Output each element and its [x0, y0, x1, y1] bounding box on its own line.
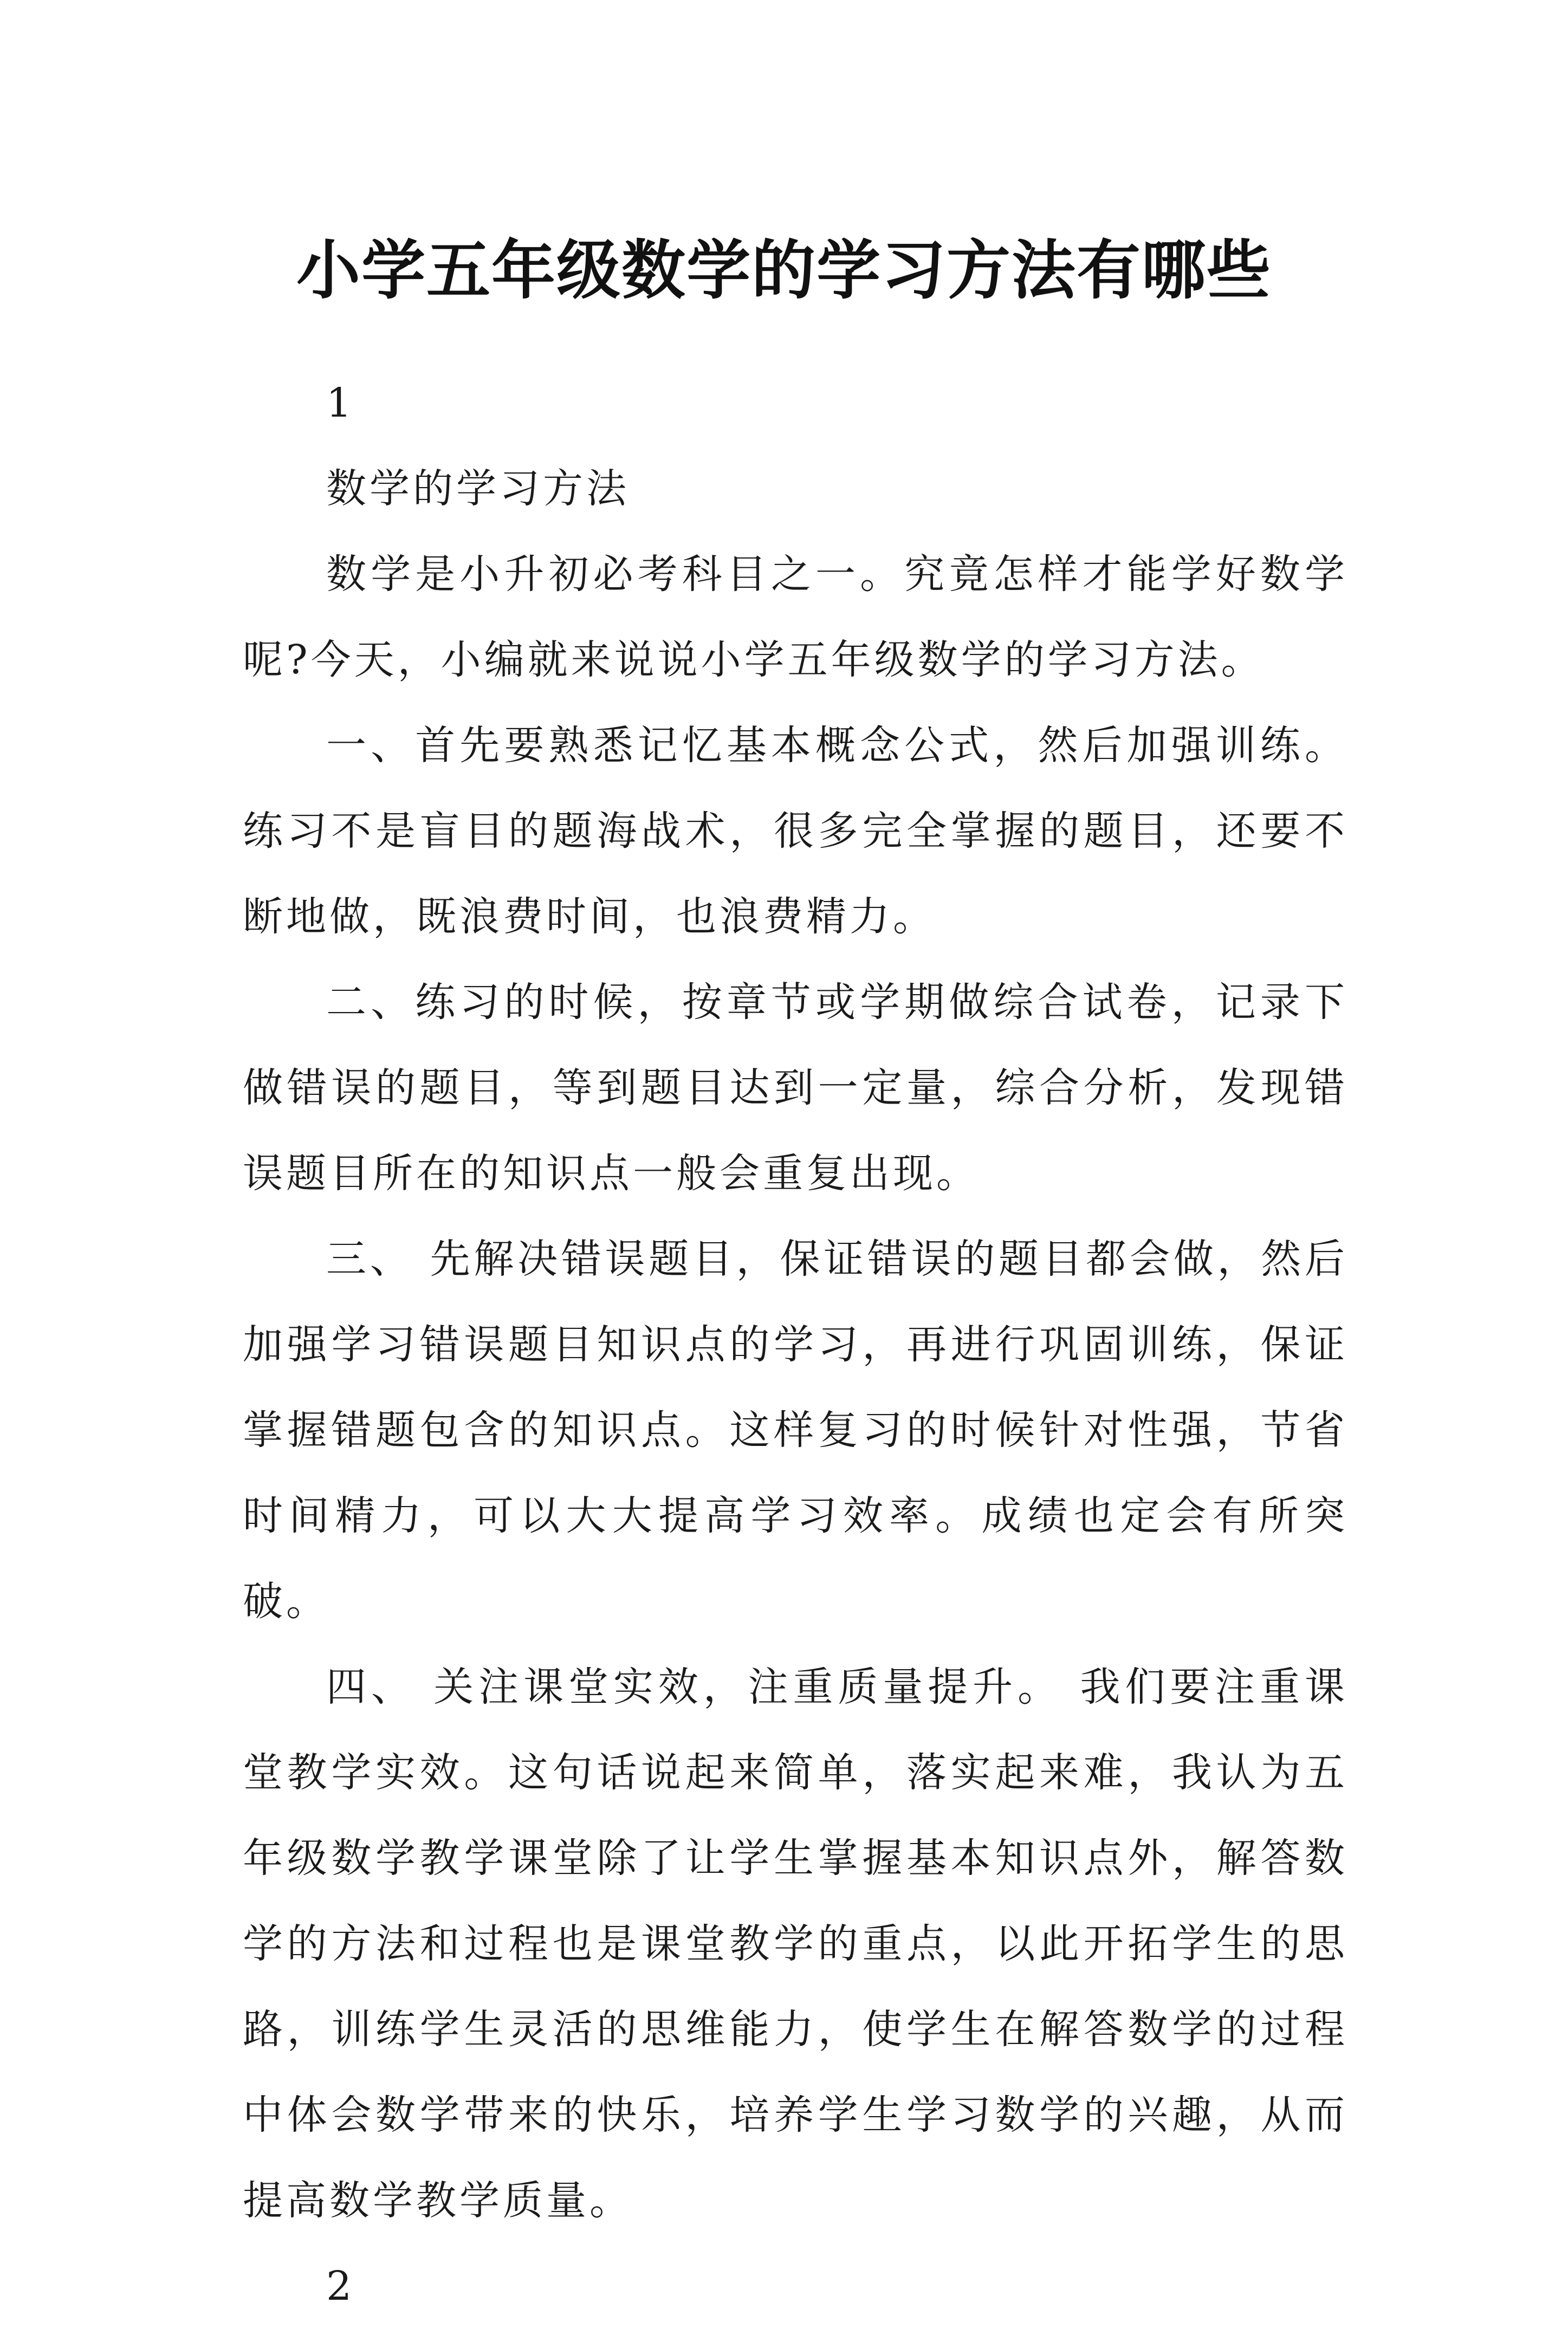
paragraph-point-3: 三、 先解决错误题目，保证错误的题目都会做，然后加强学习错误题目知识点的学习，再进行巩固训练，保证掌握错题包含的知识点。这样复习的时候针对性强，节省时间精力，可以大大提高学习效率。成绩也定会有所突破。	[243, 1236, 1348, 1625]
document-title: 小学五年级数学的学习方法有哪些	[296, 232, 1272, 308]
section-number-1: 1	[326, 380, 352, 426]
section-number-2: 2	[326, 2263, 352, 2309]
paragraph-intro: 数学是小升初必考科目之一。究竟怎样才能学好数学呢?今天，小编就来说说小学五年级数学的学习方法。	[243, 551, 1348, 683]
paragraph-point-2: 二、练习的时候，按章节或学期做综合试卷，记录下做错误的题目，等到题目达到一定量，综合分析，发现错误题目所在的知识点一般会重复出现。	[243, 979, 1348, 1197]
section-heading: 数学的学习方法	[326, 465, 630, 512]
paragraph-point-1: 一、首先要熟悉记忆基本概念公式，然后加强训练。练习不是盲目的题海战术，很多完全掌握的题目，还要不断地做，既浪费时间，也浪费精力。	[243, 722, 1348, 940]
paragraph-point-4: 四、 关注课堂实效，注重质量提升。 我们要注重课堂教学实效。这句话说起来简单，落实起来难，我认为五年级数学教学课堂除了让学生掌握基本知识点外，解答数学的方法和过程也是课堂教学的重点，以此开拓学生的思路，训练学生灵活的思维能力，使学生在解答数学的过程中体会数学带来的快乐，培养学生学习数学的兴趣，从而提高数学教学质量。	[243, 1664, 1348, 2224]
document-body	[243, 360, 1348, 2329]
